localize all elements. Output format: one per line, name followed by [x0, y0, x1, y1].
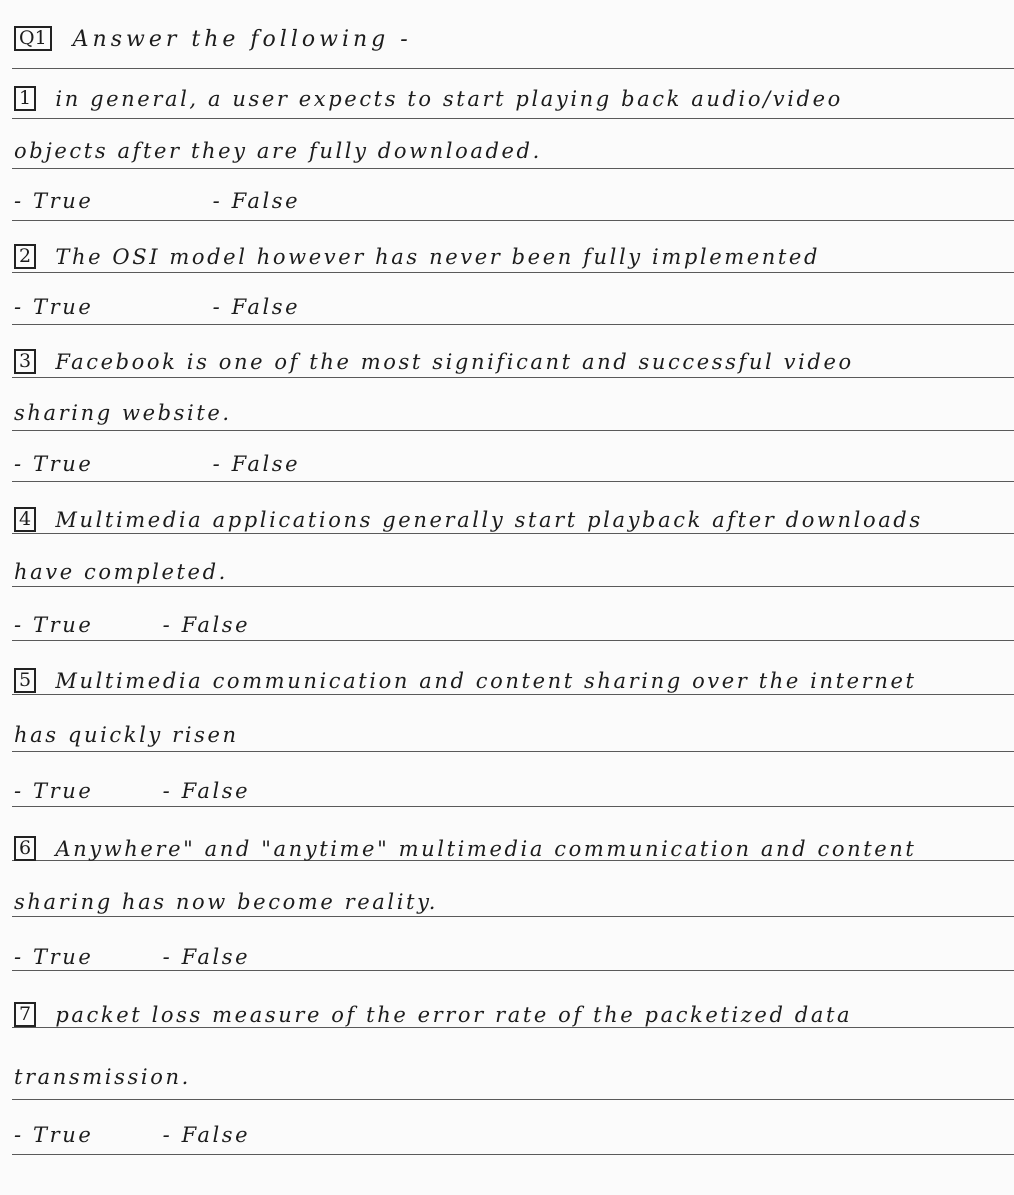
- ruled-line: [12, 970, 1014, 971]
- item-2-line-1: [14, 244, 1008, 269]
- ruled-line: [12, 68, 1014, 69]
- item-number-box: 6: [14, 836, 36, 861]
- item-text: in general, a user expects to start playing back audio/video: [55, 87, 843, 111]
- item-number-box: 3: [14, 349, 36, 374]
- option-false: - False: [162, 946, 251, 969]
- item-number-box: 1: [14, 86, 36, 111]
- question-label-box: Q1: [14, 26, 52, 51]
- item-number-box: 4: [14, 507, 36, 532]
- option-true: - True: [14, 1124, 94, 1147]
- ruled-line: [12, 324, 1014, 325]
- item-text: Anywhere" and "anytime" multimedia communication and content: [55, 837, 917, 861]
- item-number-box: 5: [14, 668, 36, 693]
- item-5-line-2: [14, 724, 1008, 747]
- item-3-line-1: [14, 349, 1008, 374]
- item-text: transmission.: [14, 1066, 191, 1089]
- ruled-line: [12, 694, 1014, 695]
- ruled-line: [12, 220, 1014, 221]
- item-text: packet loss measure of the error rate of the packetized data: [55, 1003, 853, 1027]
- ruled-line: [12, 430, 1014, 431]
- item-3-options: [14, 453, 1008, 476]
- ruled-line: [12, 806, 1014, 807]
- item-text: objects after they are fully downloaded.: [14, 140, 542, 163]
- option-true: - True: [14, 190, 94, 213]
- item-2-options: [14, 296, 1008, 319]
- ruled-line: [12, 377, 1014, 378]
- ruled-line: [12, 916, 1014, 917]
- heading-text: Answer the following -: [72, 27, 412, 52]
- item-1-line-1: [14, 86, 1008, 111]
- item-text: Multimedia communication and content sharing over the internet: [55, 669, 917, 693]
- option-false: - False: [162, 780, 251, 803]
- ruled-line: [12, 118, 1014, 119]
- ruled-line: [12, 533, 1014, 534]
- item-number-box: 2: [14, 244, 36, 269]
- item-text: Facebook is one of the most significant and successful video: [55, 350, 854, 374]
- option-false: - False: [212, 190, 301, 213]
- ruled-line: [12, 586, 1014, 587]
- item-text: has quickly risen: [14, 724, 239, 747]
- item-7-line-1: [14, 1002, 1008, 1027]
- item-text: sharing website.: [14, 402, 232, 425]
- option-true: - True: [14, 780, 94, 803]
- option-true: - True: [14, 453, 94, 476]
- item-1-options: [14, 190, 1008, 213]
- option-false: - False: [212, 296, 301, 319]
- item-text: Multimedia applications generally start playback after downloads: [55, 508, 923, 532]
- ruled-line: [12, 1099, 1014, 1100]
- item-7-options: [14, 1124, 1008, 1147]
- item-1-line-2: [14, 140, 1008, 163]
- option-true: - True: [14, 946, 94, 969]
- item-text: have completed.: [14, 561, 228, 584]
- item-4-line-2: [14, 561, 1008, 584]
- item-6-line-1: [14, 836, 1008, 861]
- item-7-line-2: [14, 1066, 1008, 1089]
- ruled-line: [12, 751, 1014, 752]
- option-false: - False: [212, 453, 301, 476]
- option-false: - False: [162, 614, 251, 637]
- item-4-line-1: [14, 507, 1008, 532]
- ruled-line: [12, 1154, 1014, 1155]
- ruled-line: [12, 640, 1014, 641]
- item-5-line-1: [14, 668, 1008, 693]
- question-heading: [14, 26, 1008, 52]
- item-4-options: [14, 614, 1008, 637]
- item-6-options: [14, 946, 1008, 969]
- item-5-options: [14, 780, 1008, 803]
- item-3-line-2: [14, 402, 1008, 425]
- option-true: - True: [14, 296, 94, 319]
- item-6-line-2: [14, 891, 1008, 914]
- item-text: sharing has now become reality.: [14, 891, 439, 914]
- ruled-line: [12, 272, 1014, 273]
- ruled-line: [12, 1027, 1014, 1028]
- item-text: The OSI model however has never been fully implemented: [55, 245, 820, 269]
- ruled-line: [12, 168, 1014, 169]
- option-true: - True: [14, 614, 94, 637]
- ruled-line: [12, 481, 1014, 482]
- item-number-box: 7: [14, 1002, 36, 1027]
- option-false: - False: [162, 1124, 251, 1147]
